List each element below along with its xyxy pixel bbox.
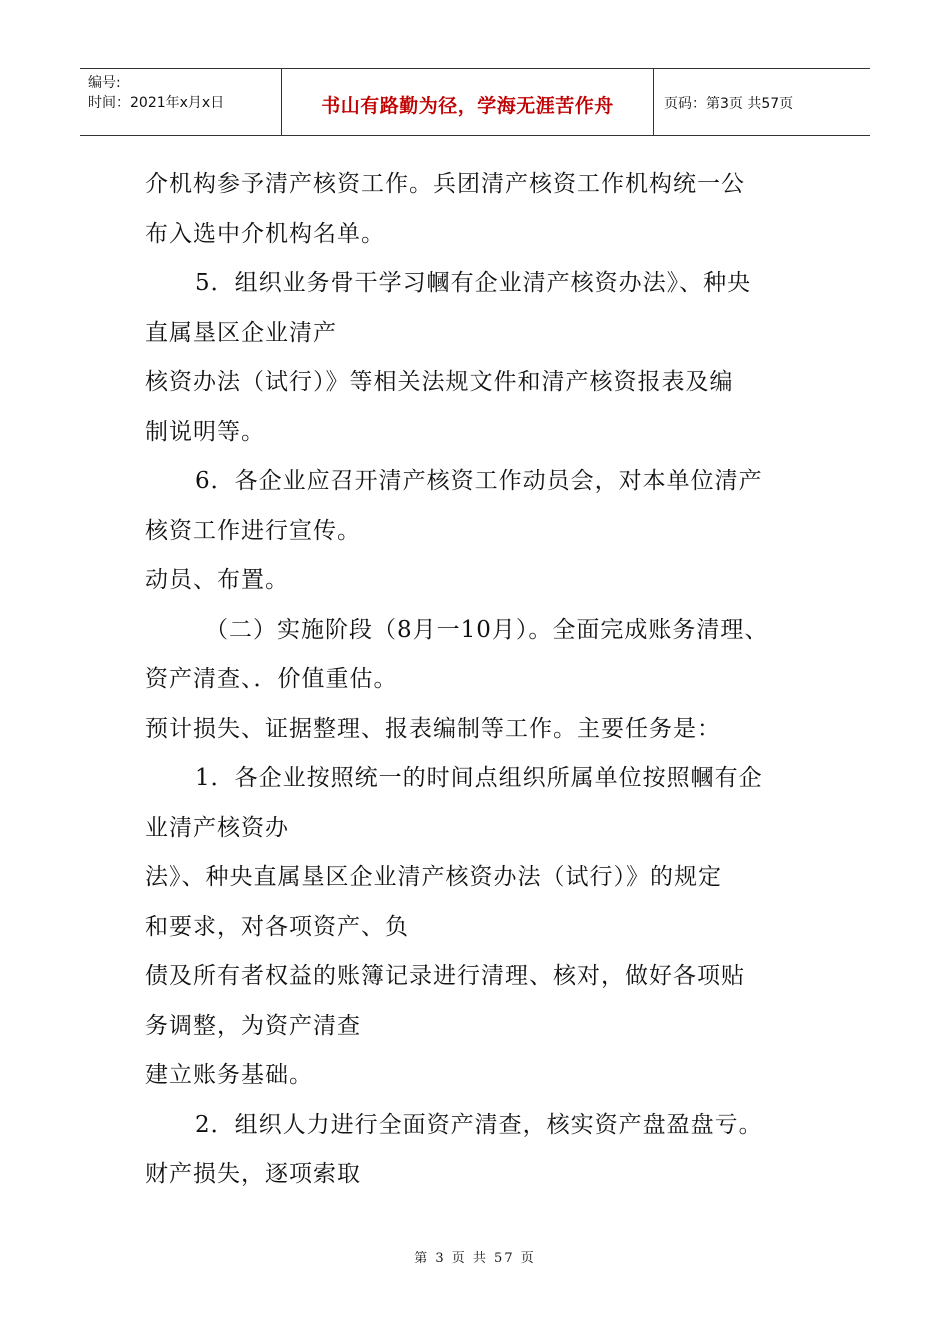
paragraph-line: 核资办法（试行）》等相关法规文件和清产核资报表及编 <box>145 369 734 395</box>
document-body <box>145 160 835 1200</box>
paragraph-line: 5．组织业务骨干学习幗有企业清产核资办法》、种央 <box>195 270 752 296</box>
paragraph-line: 和要求，对各项资产、负 <box>145 913 409 940</box>
paragraph-line: 预计损失、证据整理、报表编制等工作。主要任务是： <box>145 715 721 742</box>
header-motto: 书山有路勤为径，学海无涯苦作舟 <box>282 69 654 135</box>
paragraph-line: 资产清查、．价值重估。 <box>145 666 398 692</box>
paragraph-line: 法》、种央直属垦区企业清产核资办法（试行）》的规定 <box>145 864 722 890</box>
paragraph-line: 6．各企业应召开清产核资工作动员会，对本单位清产 <box>195 468 763 494</box>
page-header <box>80 68 870 136</box>
document-number-label: 编号: <box>88 75 121 91</box>
paragraph-line: 建立账务基础。 <box>145 1062 313 1088</box>
paragraph-line: 务调整，为资产清查 <box>145 1012 361 1039</box>
paragraph-line: 财产损失，逐项索取 <box>145 1161 361 1187</box>
paragraph-line: 业清产核资办 <box>145 814 289 841</box>
paragraph-line: 布入选中介机构名单。 <box>145 220 385 247</box>
document-date: 时间：2021年x月x日 <box>88 95 225 111</box>
paragraph-line: 1．各企业按照统一的时间点组织所属单位按照幗有企 <box>195 765 763 791</box>
header-page-info: 页码：第3页 共57页 <box>664 96 794 112</box>
paragraph-line: 核资工作进行宣传。 <box>145 517 361 544</box>
header-meta <box>80 69 282 135</box>
section-heading-line: （二）实施阶段（8月一10月）。全面完成账务清理、 <box>205 616 769 643</box>
paragraph-line: 动员、布置。 <box>145 567 289 593</box>
paragraph-line: 制说明等。 <box>145 418 265 445</box>
paragraph-line: 介机构参予清产核资工作。兵团清产核资工作机构统一公 <box>145 171 745 197</box>
paragraph-line: 直属垦区企业清产 <box>145 319 337 346</box>
paragraph-line: 2．组织人力进行全面资产清查，核实资产盘盈盘亏。 <box>195 1111 763 1138</box>
paragraph-line: 债及所有者权益的账簿记录进行清理、核对，做好各项贴 <box>145 963 745 989</box>
page-footer: 第 3 页 共 57 页 <box>414 1251 536 1266</box>
